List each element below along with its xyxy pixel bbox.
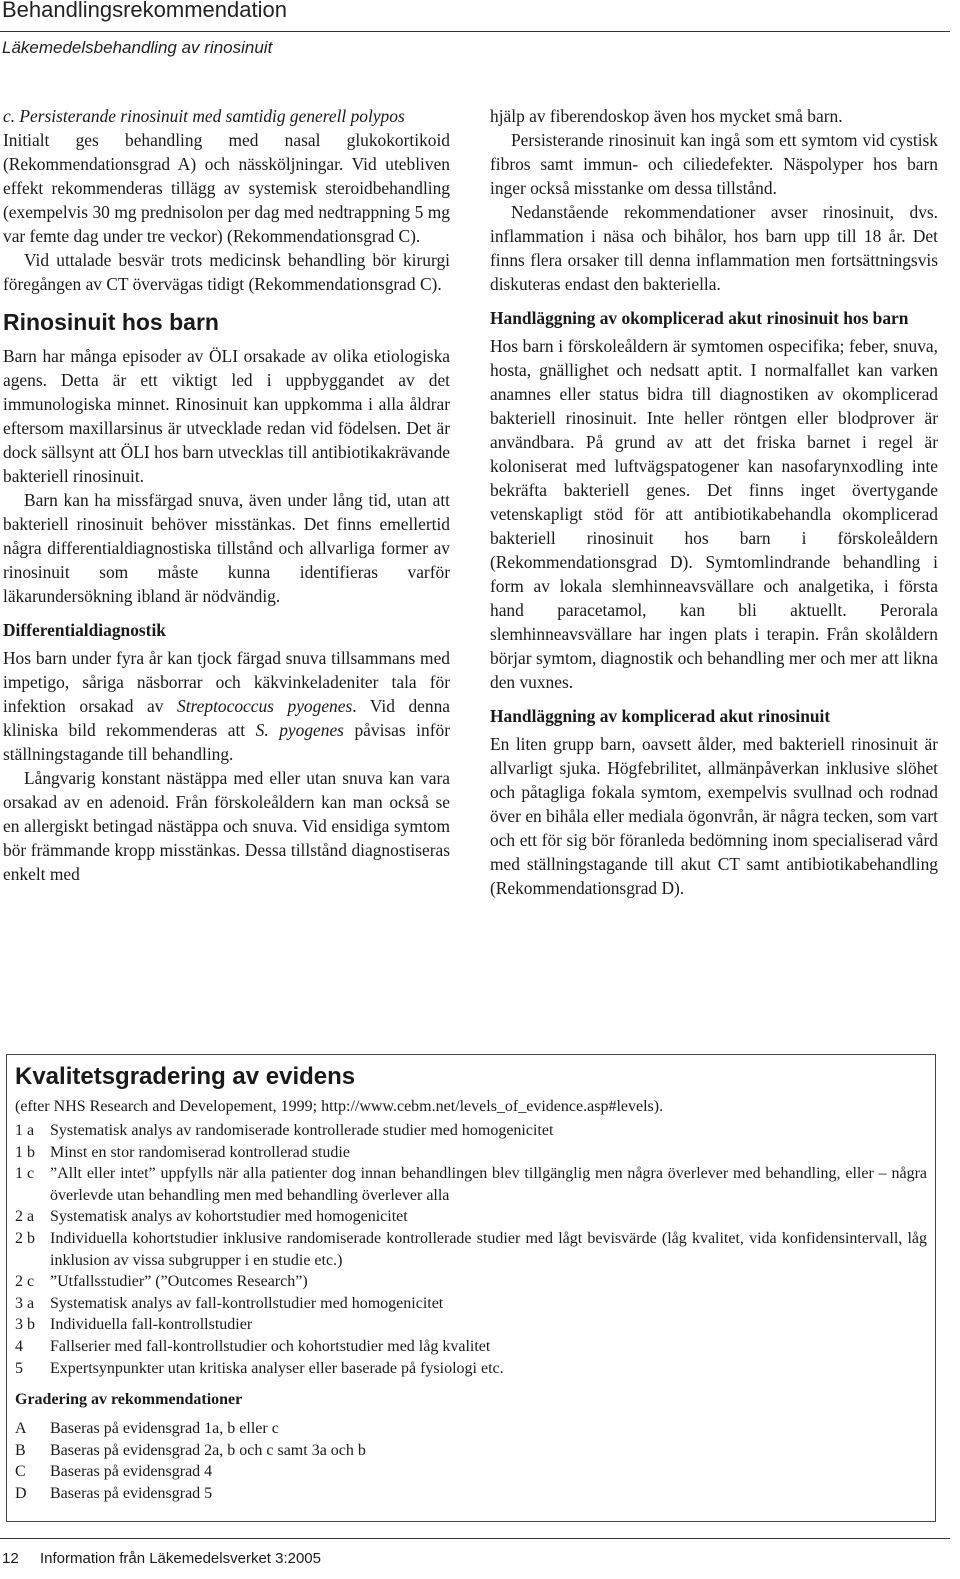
running-title: Behandlingsrekommendation bbox=[2, 0, 287, 22]
evidence-level-code: 1 b bbox=[15, 1143, 35, 1161]
paragraph: En liten grupp barn, oavsett ålder, med bakteriell rinosinuit är allvarligt sjuka. Högfebrilitet, allmänpåverkan inklusive slöhet och påtagliga fokala symtom, exempelvis svullnad och rodnad över en bihåla eller mediala ögonvrån, är några tecken, som vart och ett för sig bör föranleda bedömning inom specialiserad vård med ställningstagande till akut CT samt antibiotikabehandling (Rekommendationsgrad D). bbox=[490, 734, 938, 898]
evidence-level-code: 3 a bbox=[15, 1294, 35, 1312]
evidence-level-text: Systematisk analys av fall-kontrollstudier med homogenicitet bbox=[50, 1294, 444, 1312]
paragraph: Barn kan ha missfärgad snuva, även under lång tid, utan att bakteriell rinosinuit behöver misstänkas. Det finns emellertid några differentialdiagnostiska tillstånd och allvarliga former av rinosinuit som måste kunna identifieras varför läkarundersökning ibland är nödvändig. bbox=[3, 490, 450, 606]
section-heading-barn: Rinosinuit hos barn bbox=[3, 309, 219, 335]
evidence-level-code: 5 bbox=[15, 1359, 23, 1377]
species-abbrev: S. pyogenes bbox=[255, 720, 344, 740]
recommendation-grade-code: B bbox=[15, 1441, 26, 1459]
paragraph: Hos barn i förskoleåldern är symtomen ospecifika; feber, snuva, hosta, gnällighet och nedsatt aptit. I normalfallet kan varken anamnes eller status bidra till diagnostiken av okomplicerad bakteriell rinosinuit. Inte heller röntgen eller blodprover är användbara. På grund av att det friska barnet i regel är koloniserat med luftvägspatogener kan nasofarynxodling inte bekräfta bakteriell genes. Det finns inget övertygande vetenskapligt stöd för att antibiotikabehandla okomplicerad bakteriell rinosinuit hos barn i förskoleåldern (Rekommendationsgrad D). Symtomlindrande behandling i form av lokala slemhinneavsvällare och analgetika, i första hand paracetamol, kan bli aktuellt. Perorala slemhinneavsvällare har ingen plats i terapin. Från skolåldern börjar symtom, diagnostik och behandling mer och mer att likna den vuxnes. bbox=[490, 336, 938, 692]
paragraph: Initialt ges behandling med nasal glukokortikoid (Rekommendationsgrad A) och nässköljningar. Vid utebliven effekt rekommenderas tillägg av systemisk steroidbehandling (exempelvis 30 mg prednisolon per dag med nedtrappning 5 mg var femte dag under tre veckor) (Rekommendationsgrad C). bbox=[3, 130, 450, 246]
box-title: Kvalitetsgradering av evidens bbox=[15, 1063, 356, 1090]
evidence-box bbox=[6, 1054, 936, 1522]
text-run: påvisas inför ställningstagande till behandling. bbox=[3, 720, 450, 764]
grades-heading: Gradering av rekommendationer bbox=[15, 1391, 243, 1408]
paragraph: Barn har många episoder av ÖLI orsakade av olika etiologiska agens. Detta är ett viktigt led i uppbyggandet av det immunologiska minnet. Rinosinuit kan uppkomma i alla åldrar eftersom maxillarsinus är utvecklade redan vid födelsen. Det är dock sällsynt att ÖLI hos barn utvecklas till antibiotikakrävande bakteriell rinosinuit. bbox=[3, 346, 450, 486]
evidence-level-code: 1 c bbox=[15, 1165, 35, 1183]
section-heading-okomplicerad: Handläggning av okomplicerad akut rinosinuit hos barn bbox=[490, 308, 909, 328]
running-subtitle: Läkemedelsbehandling av rinosinuit bbox=[2, 38, 273, 57]
recommendation-grade-code: C bbox=[15, 1463, 26, 1481]
evidence-level-text: Expertsynpunkter utan kritiska analyser eller baserade på fysiologi etc. bbox=[50, 1359, 504, 1377]
text-run: Hos barn under fyra år kan tjock färgad snuva tillsammans med impetigo, såriga näsborrar och käkvinkeladeniter tala för infektion orsakad av bbox=[3, 648, 450, 716]
paragraph: hjälp av fiberendoskop även hos mycket små barn. bbox=[490, 106, 843, 126]
paragraph: Nedanstående rekommendationer avser rinosinuit, dvs. inflammation i näsa och bihålor, hos barn upp till 18 år. Det finns flera orsaker till denna inflammation men fortsättningsvis diskuteras endast den bakteriella. bbox=[490, 202, 938, 294]
section-heading-komplicerad: Handläggning av komplicerad akut rinosinuit bbox=[490, 706, 831, 726]
evidence-level bbox=[15, 1228, 927, 1271]
evidence-level bbox=[15, 1293, 927, 1315]
evidence-level bbox=[15, 1163, 927, 1206]
recommendation-grade-code: A bbox=[15, 1420, 27, 1437]
evidence-levels bbox=[15, 1120, 927, 1379]
recommendation-grade bbox=[15, 1483, 615, 1505]
section-heading-differential: Differentialdiagnostik bbox=[3, 620, 166, 640]
right-column bbox=[490, 104, 938, 900]
paragraph: Persisterande rinosinuit kan ingå som ett symtom vid cystisk fibros samt immun- och ciliedefekter. Näspolyper hos barn inger också misstanke om dessa tillstånd. bbox=[490, 130, 938, 198]
evidence-level bbox=[15, 1206, 927, 1228]
evidence-level-text: Systematisk analys av kohortstudier med homogenicitet bbox=[50, 1208, 408, 1226]
evidence-level bbox=[15, 1120, 927, 1142]
publication-name: Information från Läkemedelsverket 3:2005 bbox=[40, 1550, 321, 1567]
recommendation-grade bbox=[15, 1461, 615, 1483]
paragraph bbox=[3, 646, 450, 766]
evidence-level-text: Individuella fall-kontrollstudier bbox=[50, 1316, 253, 1334]
text-run: . Vid denna kliniska bild rekommenderas att bbox=[3, 696, 450, 740]
footer-rule bbox=[0, 1538, 950, 1539]
evidence-level-code: 2 b bbox=[15, 1229, 35, 1247]
species-name: Streptococcus pyogenes bbox=[177, 696, 353, 716]
evidence-level-code: 2 c bbox=[15, 1273, 35, 1291]
header-rule bbox=[0, 31, 950, 32]
paragraph: Långvarig konstant nästäppa med eller utan snuva kan vara orsakad av en adenoid. Från förskoleåldern kan man också se en allergiskt betingad nästäppa och snuva. Vid ensidiga symtom bör främmande kropp misstänkas. Dessa tillstånd diagnostiseras enkelt med bbox=[3, 768, 450, 884]
recommendation-grade bbox=[15, 1418, 615, 1440]
box-source: (efter NHS Research and Developement, 1999; http://www.cebm.net/levels_of_evidence.asp#levels). bbox=[15, 1098, 664, 1115]
recommendation-grade-text: Baseras på evidensgrad 5 bbox=[50, 1484, 213, 1502]
evidence-level bbox=[15, 1358, 927, 1380]
evidence-level-text: ”Utfallsstudier” (”Outcomes Research”) bbox=[50, 1273, 308, 1291]
recommendation-grade-text: Baseras på evidensgrad 1a, b eller c bbox=[50, 1420, 279, 1437]
evidence-level-text: Fallserier med fall-kontrollstudier och kohortstudier med låg kvalitet bbox=[50, 1337, 491, 1355]
recommendation-grades bbox=[15, 1418, 615, 1504]
evidence-level bbox=[15, 1314, 927, 1336]
recommendation-grade bbox=[15, 1440, 615, 1462]
evidence-level bbox=[15, 1271, 927, 1293]
left-column bbox=[3, 104, 450, 886]
recommendation-grade-code: D bbox=[15, 1484, 27, 1502]
page-number: 12 bbox=[2, 1550, 19, 1567]
evidence-level bbox=[15, 1142, 927, 1164]
evidence-level bbox=[15, 1336, 927, 1358]
recommendation-grade-text: Baseras på evidensgrad 4 bbox=[50, 1463, 213, 1481]
evidence-level-text: Systematisk analys av randomiserade kontrollerade studier med homogenicitet bbox=[50, 1122, 554, 1139]
subheading-c: c. Persisterande rinosinuit med samtidig generell polypos bbox=[3, 106, 405, 126]
evidence-level-code: 3 b bbox=[15, 1316, 35, 1334]
recommendation-grade-text: Baseras på evidensgrad 2a, b och c samt 3a och b bbox=[50, 1441, 366, 1459]
evidence-level-code: 2 a bbox=[15, 1208, 35, 1226]
evidence-level-text: ”Allt eller intet” uppfylls när alla patienter dog innan behandlingen blev tillgänglig men några överlever med behandling, eller – några överlevde utan behandling men med behandling överlever alla bbox=[50, 1165, 927, 1204]
paragraph: Vid uttalade besvär trots medicinsk behandling bör kirurgi föregången av CT övervägas tidigt (Rekommendationsgrad C). bbox=[3, 250, 450, 294]
evidence-level-code: 4 bbox=[15, 1337, 23, 1355]
evidence-level-code: 1 a bbox=[15, 1122, 35, 1139]
evidence-level-text: Individuella kohortstudier inklusive randomiserade kontrollerade studier med lågt bevisvärde (låg kvalitet, vida konfidensintervall, låg inklusion av vissa subgrupper i en studie etc.) bbox=[50, 1229, 927, 1269]
evidence-level-text: Minst en stor randomiserad kontrollerad studie bbox=[50, 1143, 350, 1161]
